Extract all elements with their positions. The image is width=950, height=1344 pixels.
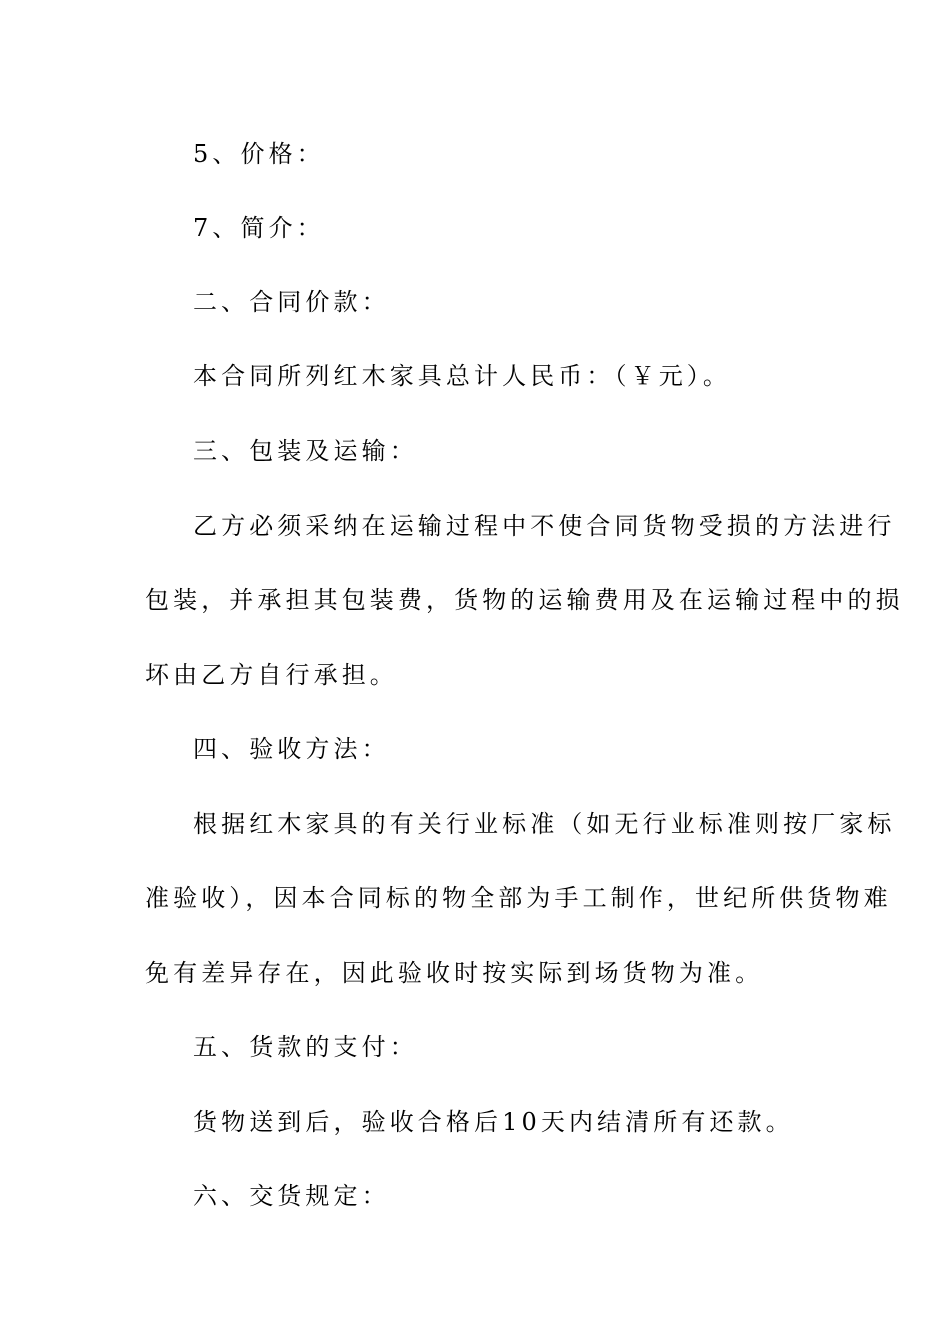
item-intro: 7、简介：	[193, 214, 325, 242]
section-heading-packaging: 三、包装及运输：	[193, 437, 418, 465]
item-price: 5、价格：	[193, 140, 325, 168]
paragraph-packaging-line-1: 乙方必须采纳在运输过程中不使合同货物受损的方法进行	[193, 512, 896, 540]
paragraph-acceptance-line-1: 根据红木家具的有关行业标准（如无行业标准则按厂家标	[193, 810, 896, 838]
section-heading-acceptance: 四、验收方法：	[193, 735, 390, 763]
section-heading-contract-price: 二、合同价款：	[193, 288, 390, 316]
section-heading-payment: 五、货款的支付：	[193, 1033, 418, 1061]
paragraph-contract-price: 本合同所列红木家具总计人民币：（￥元）。	[193, 362, 731, 390]
paragraph-payment: 货物送到后，验收合格后10天内结清所有还款。	[193, 1108, 794, 1136]
section-heading-delivery: 六、交货规定：	[193, 1182, 390, 1210]
paragraph-acceptance-line-3: 免有差异存在，因此验收时按实际到场货物为准。	[145, 959, 764, 987]
paragraph-acceptance-line-2: 准验收），因本合同标的物全部为手工制作，世纪所供货物难	[145, 884, 892, 912]
paragraph-packaging-line-3: 坏由乙方自行承担。	[145, 661, 398, 689]
paragraph-packaging-line-2: 包装，并承担其包装费，货物的运输费用及在运输过程中的损	[145, 586, 904, 614]
